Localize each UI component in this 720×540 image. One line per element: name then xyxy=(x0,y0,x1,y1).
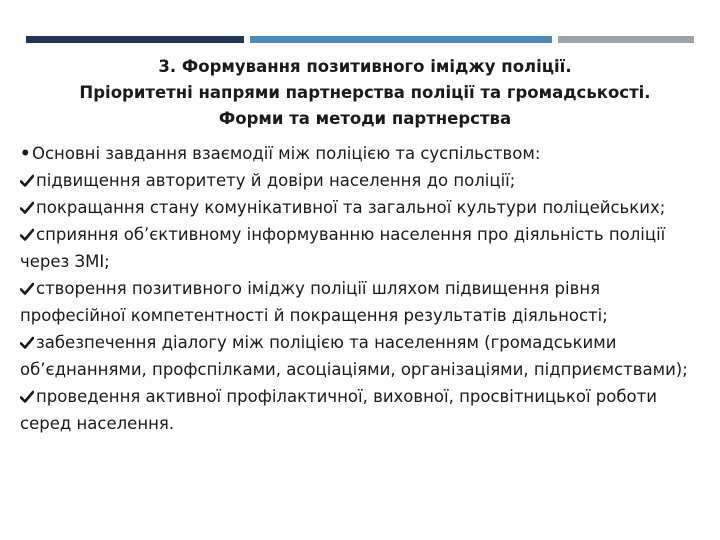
task-text: сприяння об’єктивному інформуванню населення про діяльність поліції через ЗМІ; xyxy=(20,225,666,271)
task-text: забезпечення діалогу між поліцією та населенням (громадськими об’єднаннями, профспілками, асоціаціями, організаціями, підприємствами); xyxy=(20,333,688,379)
title-line-2: Пріоритетні напрями партнерства поліції та громадськості. xyxy=(79,83,651,102)
task-item-1 xyxy=(20,167,700,194)
task-item-5 xyxy=(20,329,700,383)
task-item-2 xyxy=(20,194,700,221)
task-item-4 xyxy=(20,275,700,329)
top-rule-gray xyxy=(558,36,694,43)
intro-text: Основні завдання взаємодії між поліцією та суспільством: xyxy=(32,144,541,163)
bullet-icon: • xyxy=(20,144,31,163)
slide-content xyxy=(20,140,700,437)
task-item-3 xyxy=(20,221,700,275)
checkmark-icon xyxy=(20,390,36,404)
checkmark-icon xyxy=(20,201,36,215)
top-rule-navy xyxy=(26,36,244,43)
checkmark-icon xyxy=(20,174,36,188)
checkmark-icon xyxy=(20,228,36,242)
title-line-3: Форми та методи партнерства xyxy=(218,109,512,128)
checkmark-icon xyxy=(20,336,36,350)
slide-title xyxy=(20,54,710,132)
intro-item xyxy=(20,140,700,167)
task-item-6 xyxy=(20,383,700,437)
task-text: проведення активної профілактичної, виховної, просвітницької роботи серед населення. xyxy=(20,387,657,433)
title-line-1: 3. Формування позитивного іміджу поліції. xyxy=(158,57,572,76)
task-text: покращання стану комунікативної та загальної культури поліцейських; xyxy=(36,198,666,217)
top-rule-blue xyxy=(250,36,552,43)
checkmark-icon xyxy=(20,282,36,296)
task-text: підвищення авторитету й довіри населення до поліції; xyxy=(36,171,516,190)
task-text: створення позитивного іміджу поліції шляхом підвищення рівня професійної компетентності й покращення результатів діяльності; xyxy=(20,279,608,325)
